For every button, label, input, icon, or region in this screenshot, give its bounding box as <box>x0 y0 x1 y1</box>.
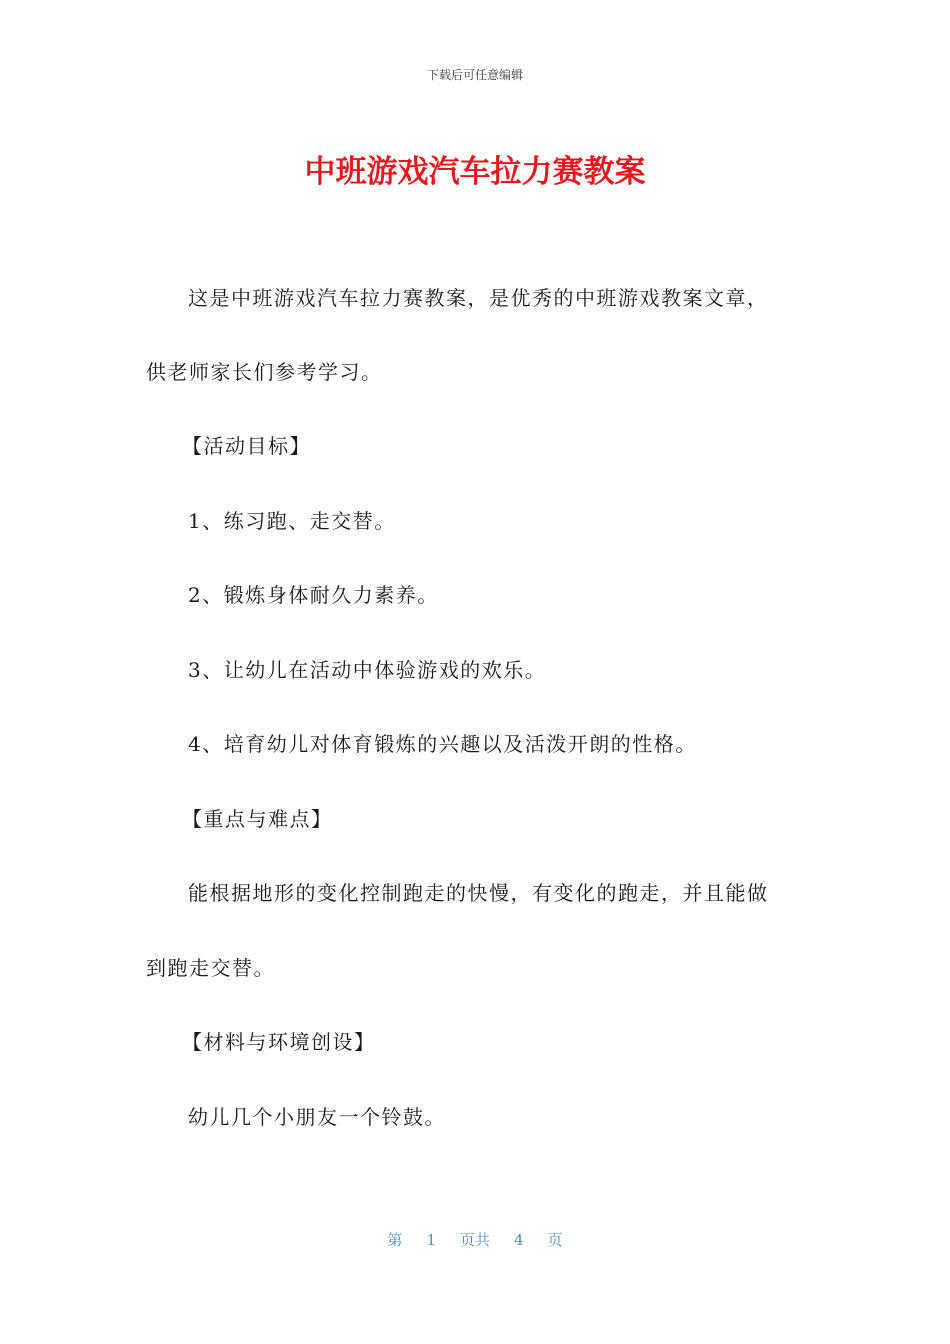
section-heading-materials: 【材料与环境创设】 <box>182 1030 376 1054</box>
paragraph-key-points-line-2: 到跑走交替。 <box>146 956 275 980</box>
footer-page-number: 1 <box>426 1231 436 1249</box>
footer-total-pages: 4 <box>514 1231 524 1249</box>
goal-item-2: 2、锻炼身体耐久力素养。 <box>188 583 439 607</box>
paragraph-materials: 幼儿几个小朋友一个铃鼓。 <box>188 1105 446 1129</box>
paragraph-intro-line-2: 供老师家长们参考学习。 <box>146 360 383 384</box>
footer-prefix: 第 <box>387 1231 403 1249</box>
paragraph-intro-line-1: 这是中班游戏汽车拉力赛教案，是优秀的中班游戏教案文章， <box>188 286 769 310</box>
paragraph-key-points-line-1: 能根据地形的变化控制跑走的快慢，有变化的跑走，并且能做 <box>188 881 769 905</box>
document-title: 中班游戏汽车拉力赛教案 <box>304 154 646 190</box>
page-header-note: 下载后可任意编辑 <box>426 68 523 82</box>
section-heading-key-points: 【重点与难点】 <box>182 807 333 831</box>
footer-suffix: 页 <box>547 1231 563 1249</box>
footer-middle: 页共 <box>459 1231 490 1249</box>
goal-item-4: 4、培育幼儿对体育锻炼的兴趣以及活泼开朗的性格。 <box>188 732 697 756</box>
goal-item-3: 3、让幼儿在活动中体验游戏的欢乐。 <box>188 658 547 682</box>
page-footer <box>0 1229 950 1250</box>
section-heading-goals: 【活动目标】 <box>182 434 311 458</box>
goal-item-1: 1、练习跑、走交替。 <box>188 509 396 533</box>
